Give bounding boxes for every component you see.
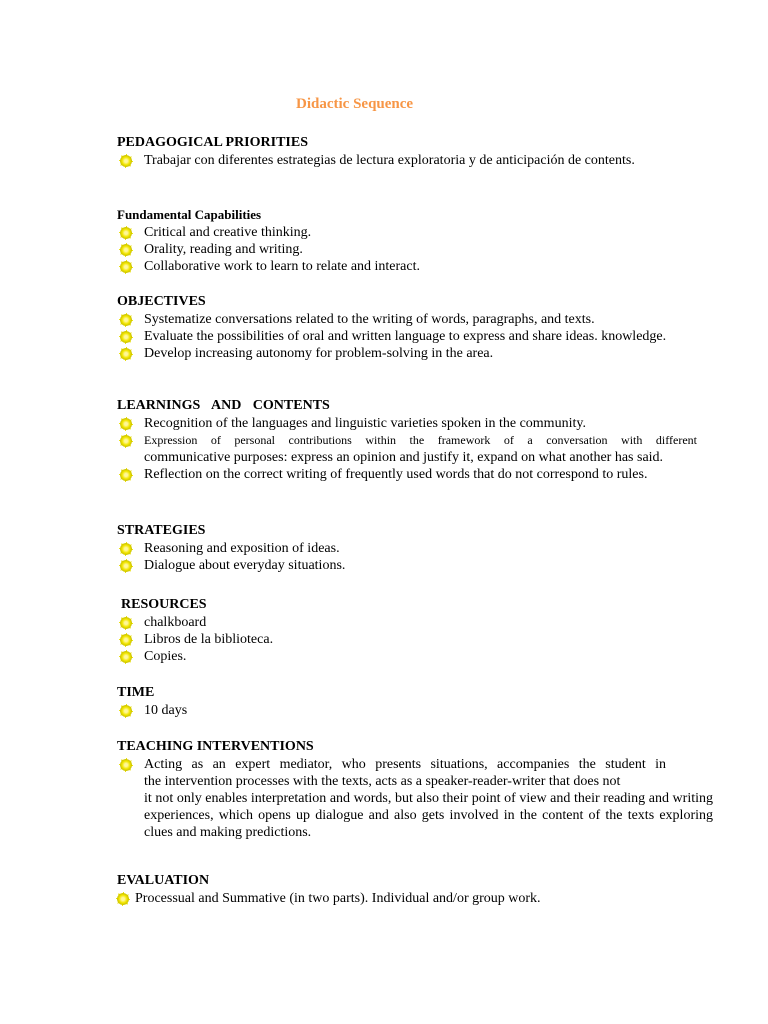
star-bullet-icon — [120, 705, 132, 717]
section-heading: RESOURCES — [121, 597, 207, 612]
list-item — [117, 702, 697, 719]
item-text: Processual and Summative (in two parts). Individual and/or group work. — [135, 891, 541, 906]
section-heading: EVALUATION — [117, 873, 210, 888]
list-item — [117, 648, 697, 665]
item-text: Dialogue about everyday situations. — [144, 558, 346, 573]
list-item — [117, 890, 697, 907]
section-evaluation — [117, 872, 697, 907]
section-learnings-contents — [117, 397, 697, 483]
item-text: Systematize conversations related to the writing of words, paragraphs, and texts. — [144, 312, 595, 327]
star-bullet-icon — [120, 418, 132, 430]
item-text: Reflection on the correct writing of frequently used words that do not correspond to rules. — [144, 467, 648, 482]
list-item — [117, 557, 697, 574]
star-bullet-icon — [120, 314, 132, 326]
section-strategies — [117, 522, 697, 574]
star-bullet-icon — [120, 348, 132, 360]
star-bullet-icon — [120, 261, 132, 273]
list-item — [117, 328, 697, 345]
item-text: Evaluate the possibilities of oral and written language to express and share ideas. knowledge. — [144, 329, 667, 344]
star-bullet-icon — [120, 331, 132, 343]
item-text-line: Acting as an expert mediator, who presents situations, accompanies the student in — [144, 757, 666, 772]
list-item — [117, 432, 697, 449]
item-text: Develop increasing autonomy for problem-solving in the area. — [144, 346, 494, 361]
item-text: Expression of personal contributions within the framework of a conversation with different — [144, 433, 697, 447]
item-text: chalkboard — [144, 615, 207, 630]
section-fundamental-capabilities — [117, 206, 697, 275]
item-text: communicative purposes: express an opinion and justify it, expand on what another has said. — [144, 450, 664, 465]
star-bullet-icon — [117, 893, 129, 905]
item-text-line: the intervention processes with the texts, acts as a speaker-reader-writer that does not — [144, 774, 621, 789]
list-item — [117, 345, 697, 362]
section-pedagogical-priorities — [117, 134, 697, 169]
section-heading: STRATEGIES — [117, 523, 206, 538]
item-text: Libros de la biblioteca. — [144, 632, 274, 647]
list-item — [117, 224, 697, 241]
list-item — [117, 756, 713, 841]
star-bullet-icon — [120, 469, 132, 481]
section-heading: LEARNINGS AND CONTENTS — [117, 398, 330, 413]
item-text: Copies. — [144, 649, 187, 664]
section-heading: TEACHING INTERVENTIONS — [117, 739, 314, 754]
star-bullet-icon — [120, 155, 132, 167]
item-text: Reasoning and exposition of ideas. — [144, 541, 340, 556]
star-bullet-icon — [120, 651, 132, 663]
list-item — [117, 631, 697, 648]
star-bullet-icon — [120, 227, 132, 239]
star-bullet-icon — [120, 543, 132, 555]
star-bullet-icon — [120, 634, 132, 646]
section-heading: OBJECTIVES — [117, 294, 206, 309]
item-text: Trabajar con diferentes estrategias de lectura exploratoria y de anticipación de contents. — [144, 153, 635, 168]
star-bullet-icon — [120, 435, 132, 447]
section-teaching-interventions — [117, 738, 713, 841]
section-objectives — [117, 293, 697, 362]
item-text: Collaborative work to learn to relate and interact. — [144, 259, 421, 274]
list-item — [117, 258, 697, 275]
item-text: Critical and creative thinking. — [144, 225, 312, 240]
list-item — [117, 415, 697, 432]
section-heading: TIME — [117, 685, 155, 700]
star-bullet-icon — [120, 560, 132, 572]
list-item — [117, 540, 697, 557]
list-item — [117, 466, 704, 483]
list-item — [117, 614, 697, 631]
item-text: Orality, reading and writing. — [144, 242, 303, 257]
list-item — [117, 152, 697, 169]
star-bullet-icon — [120, 759, 132, 771]
section-heading: Fundamental Capabilities — [117, 207, 262, 222]
star-bullet-icon — [120, 244, 132, 256]
section-heading: PEDAGOGICAL PRIORITIES — [117, 135, 308, 150]
document-title: Didactic Sequence — [296, 96, 414, 112]
star-bullet-icon — [120, 617, 132, 629]
section-time — [117, 684, 697, 719]
item-text-paragraph: it not only enables interpretation and words, but also their point of view and their reading and writing experiences, which opens up dialogue and also gets involved in the content of the texts exploring clues and making predictions. — [144, 791, 713, 840]
list-item — [117, 241, 697, 258]
section-resources — [117, 596, 697, 665]
list-item-continuation — [117, 449, 697, 466]
item-text: 10 days — [144, 703, 188, 718]
item-text: Recognition of the languages and linguistic varieties spoken in the community. — [144, 416, 586, 431]
list-item — [117, 311, 697, 328]
